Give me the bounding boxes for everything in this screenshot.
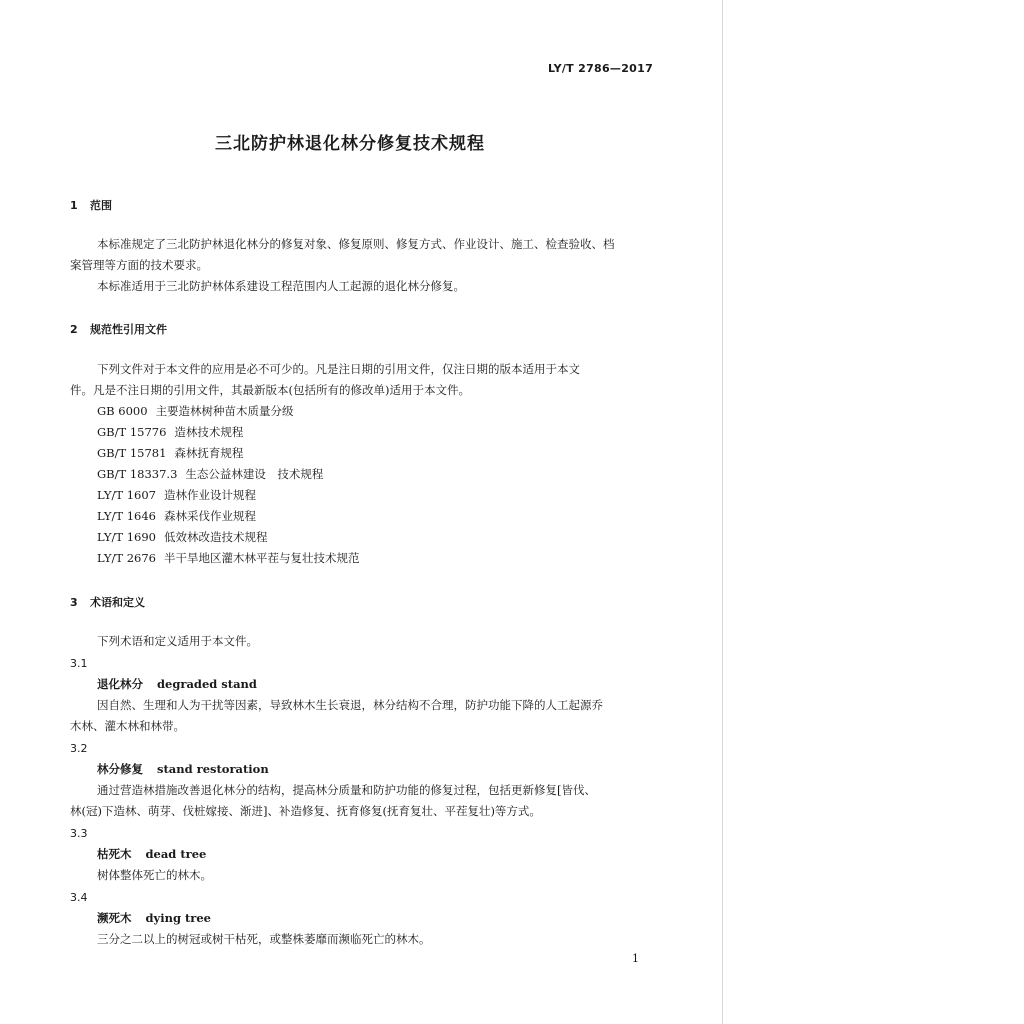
reference-item — [97, 506, 256, 527]
reference-code: LY/T 1646 — [97, 509, 156, 523]
paragraph-line: 案管理等方面的技术要求。 — [70, 258, 208, 272]
page-number: 1 — [632, 952, 639, 965]
reference-item — [97, 443, 243, 464]
paragraph-line: 下列术语和定义适用于本文件。 — [97, 634, 258, 648]
reference-item — [97, 401, 294, 422]
reference-item — [97, 485, 256, 506]
paragraph-line: 本标准适用于三北防护林体系建设工程范围内人工起源的退化林分修复。 — [97, 279, 465, 293]
reference-code: GB/T 15781 — [97, 446, 167, 460]
term-heading — [97, 910, 211, 926]
term-en: dying tree — [145, 911, 212, 925]
term-number: 3.2 — [70, 742, 88, 755]
section-title: 范围 — [90, 199, 112, 212]
reference-title: 低效林改造技术规程 — [163, 530, 268, 544]
reference-title: 半干旱地区灌木林平茬与复壮技术规范 — [163, 551, 360, 565]
term-en: dead tree — [145, 847, 207, 861]
reference-title: 造林作业设计规程 — [163, 488, 256, 502]
term-zh: 濒死木 — [97, 911, 132, 925]
reference-code: GB/T 15776 — [97, 425, 167, 439]
definition-line: 林(冠)下造林、萌芽、伐桩嫁接、渐进]、补造修复、抚育修复(抚育复壮、平茬复壮)等方式。 — [70, 804, 541, 818]
reference-item — [97, 422, 243, 443]
section-number: 2 — [70, 323, 78, 336]
reference-code: LY/T 2676 — [97, 551, 156, 565]
reference-item — [97, 527, 267, 548]
reference-code: LY/T 1690 — [97, 530, 156, 544]
reference-title: 生态公益林建设 技术规程 — [185, 467, 324, 481]
term-number: 3.4 — [70, 891, 88, 904]
section-number: 3 — [70, 596, 78, 609]
reference-code: GB 6000 — [97, 404, 148, 418]
reference-code: LY/T 1607 — [97, 488, 156, 502]
paragraph-line: 本标准规定了三北防护林退化林分的修复对象、修复原则、修复方式、作业设计、施工、检查验收、档 — [97, 237, 615, 251]
term-number: 3.1 — [70, 657, 88, 670]
blank-margin-area — [723, 0, 1024, 1024]
section-heading-scope — [70, 197, 112, 213]
term-zh: 枯死木 — [97, 847, 132, 861]
definition-line: 三分之二以上的树冠或树干枯死，或整株萎靡而濒临死亡的林木。 — [97, 932, 431, 946]
definition-line: 木林、灌木林和林带。 — [70, 719, 185, 733]
definition-line: 树体整体死亡的林木。 — [97, 868, 212, 882]
section-number: 1 — [70, 199, 78, 212]
section-title: 规范性引用文件 — [90, 323, 167, 336]
paragraph-line: 下列文件对于本文件的应用是必不可少的。凡是注日期的引用文件，仅注日期的版本适用于本文 — [97, 362, 580, 376]
definition-line: 通过营造林措施改善退化林分的结构，提高林分质量和防护功能的修复过程，包括更新修复[皆伐、 — [97, 783, 596, 797]
section-heading-terms-definitions — [70, 594, 145, 610]
term-en: stand restoration — [157, 762, 269, 776]
reference-item — [97, 548, 359, 569]
standard-code: LY/T 2786—2017 — [548, 62, 654, 75]
reference-item — [97, 464, 323, 485]
section-title: 术语和定义 — [90, 596, 145, 609]
term-number: 3.3 — [70, 827, 88, 840]
reference-title: 森林抚育规程 — [174, 446, 244, 460]
reference-title: 森林采伐作业规程 — [163, 509, 256, 523]
document-title: 三北防护林退化林分修复技术规程 — [215, 134, 485, 154]
paragraph-line: 件。凡是不注日期的引用文件，其最新版本(包括所有的修改单)适用于本文件。 — [70, 383, 470, 397]
term-en: degraded stand — [157, 677, 257, 691]
reference-title: 造林技术规程 — [174, 425, 244, 439]
definition-line: 因自然、生理和人为干扰等因素，导致林木生长衰退，林分结构不合理，防护功能下降的人工起源乔 — [97, 698, 603, 712]
term-heading — [97, 761, 269, 777]
reference-title: 主要造林树种苗木质量分级 — [155, 404, 294, 418]
section-heading-normative-references — [70, 321, 167, 337]
reference-code: GB/T 18337.3 — [97, 467, 178, 481]
term-heading — [97, 676, 257, 692]
term-zh: 退化林分 — [97, 677, 143, 691]
term-zh: 林分修复 — [97, 762, 143, 776]
term-heading — [97, 846, 206, 862]
